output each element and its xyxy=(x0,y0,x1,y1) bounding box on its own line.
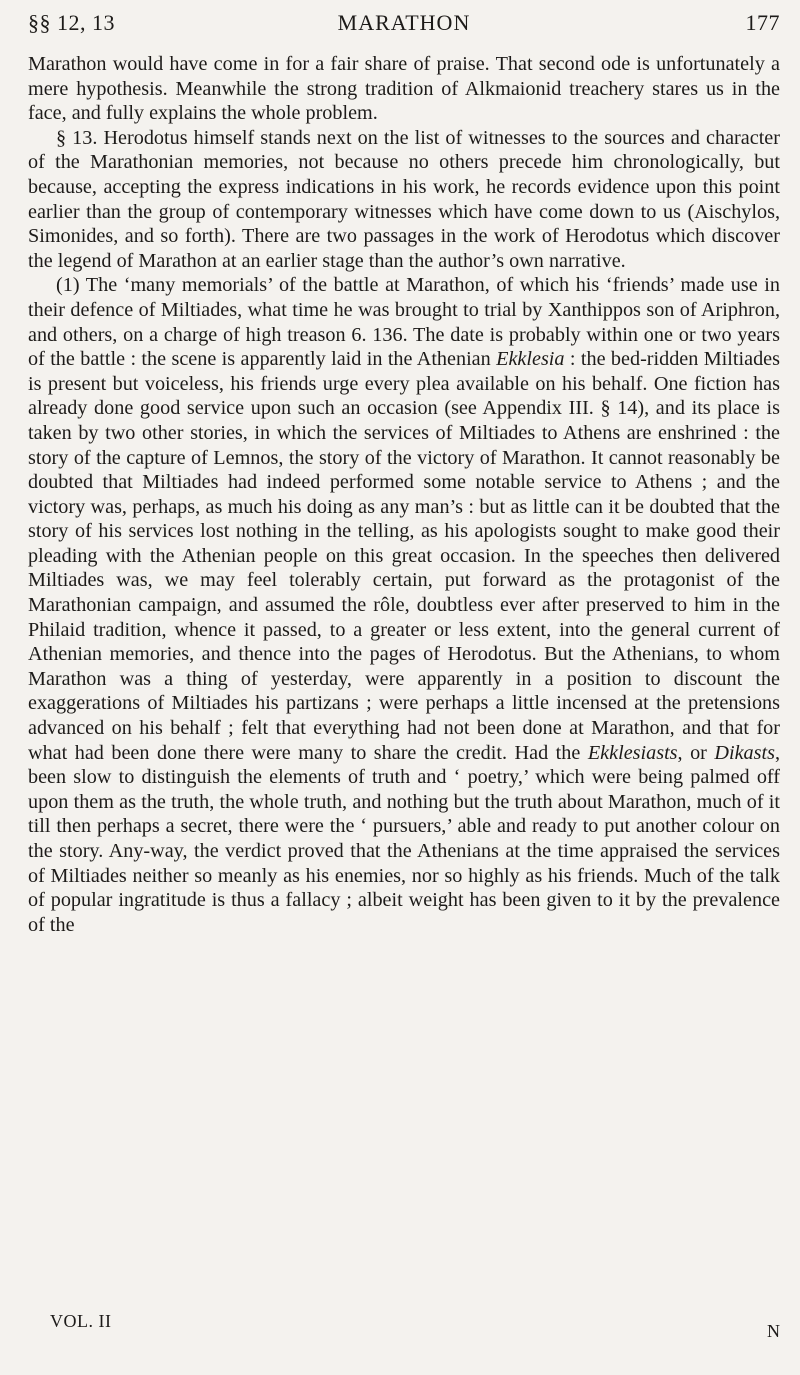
volume-signature: VOL. II xyxy=(50,1311,112,1331)
paragraph-section-13: § 13. Herodotus himself stands next on the list of witnesses to the sources and character of the Marathonian memories, not because no others precede him chronologically, but because, accepting the express indications in his work, he records evidence upon this point earlier than the group of contemporary witnesses which have come down to us (Aischylos, Simonides, and so forth). There are two passages in the work of Herodotus which discover the legend of Marathon at an earlier stage than the author’s own narrative. xyxy=(28,126,780,272)
paragraph-continuation: Marathon would have come in for a fair share of praise. That second ode is unfortunately a mere hypothesis. Meanwhile the strong tradition of Alkmaionid treachery stares us in the face, and fully explains the whole problem. xyxy=(28,53,780,125)
running-header xyxy=(28,10,780,44)
paragraph-memorials: (1) The ‘many memorials’ of the battle at Marathon, of which his ‘friends’ made use in their defence of Miltiades, what time he was brought to trial by Xanthippos son of Ariphron, and others, on a charge of high treason 6. 136. The date is probably within one or two years of the battle : the scene is apparently laid in the Athenian Ekklesia : the bed-ridden Miltiades is present but voiceless, his friends urge every plea available on his behalf. One fiction has already done good service upon such an occasion (see Appendix III. § 14), and its place is taken by two other stories, in which the services of Miltiades to Athens are enshrined : the story of the capture of Lemnos, the story of the victory of Marathon. It cannot reasonably be doubted that Miltiades had indeed performed some notable service to Athens ; and the victory was, perhaps, as much his doing as any man’s : but as little can it be doubted that the story of his services lost nothing in the telling, as his apologists sought to make good their pleading with the Athenian people on this great occasion. In the speeches then delivered Miltiades was, we may feel tolerably certain, put forward as the protagonist of the Marathonian campaign, and assumed the rôle, doubtless ever after preserved to him in the Philaid tradition, whence it passed, to a greater or less extent, into the general current of Athenian memories, and thence into the pages of Herodotus. But the Athenians, to whom Marathon was a thing of yesterday, were apparently in a position to discount the exaggerations of Miltiades his partizans ; were perhaps a little incensed at the pretensions advanced on his behalf ; felt that everything had not been done at Marathon, and that for what had been done there were many to share the credit. Had the Ekklesiasts, or Dikasts, been slow to distinguish the elements of truth and ‘ poetry,’ which were being palmed off upon them as the truth, the whole truth, and nothing but the truth about Marathon, much of it till then perhaps a secret, there were the ‘ pursuers,’ able and ready to put another colour on the story. Any-way, the verdict proved that the Athenians at the time appraised the services of Miltiades neither so meanly as his enemies, nor so highly as his friends. Much of the talk of popular ingratitude is thus a fallacy ; albeit weight has been given to it by the prevalence of the xyxy=(28,274,780,936)
page-number: 177 xyxy=(745,10,780,35)
running-title: MARATHON xyxy=(337,10,471,35)
page-body xyxy=(28,52,780,937)
section-reference: §§ 12, 13 xyxy=(28,10,115,35)
gathering-signature: N xyxy=(767,1321,780,1341)
